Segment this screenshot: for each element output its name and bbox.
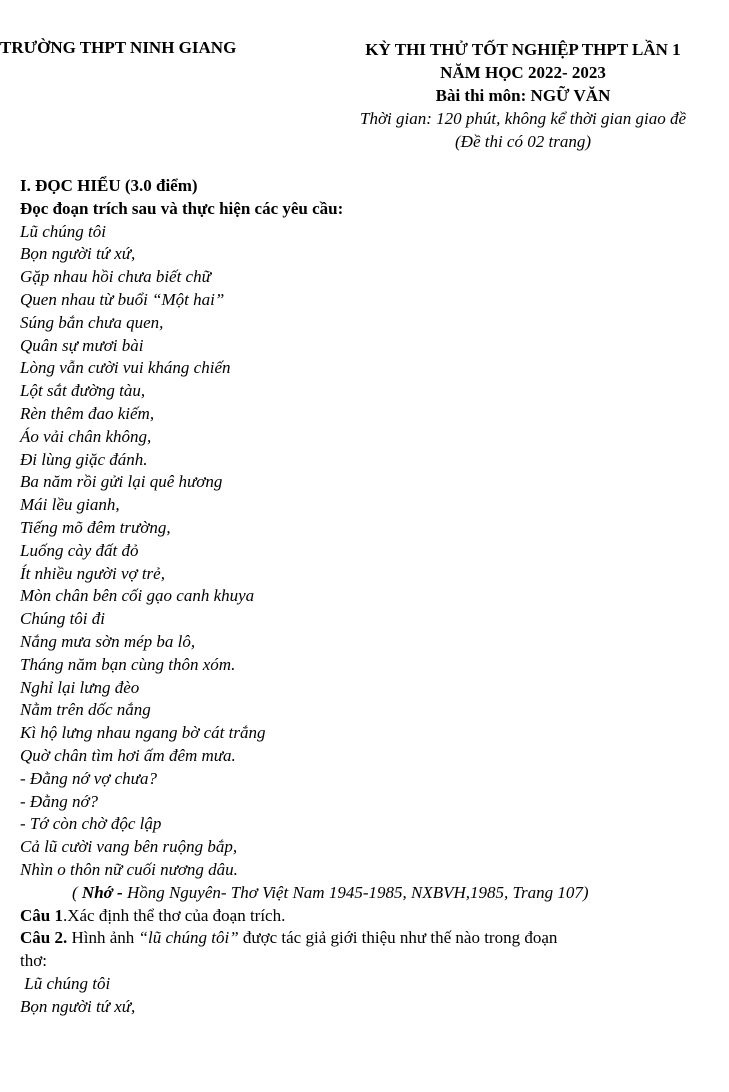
poem-line: Nắng mưa sờn mép ba lô,	[20, 631, 196, 651]
poem-line: - Đằng nớ vợ chưa?	[20, 768, 157, 788]
question-1-text: .Xác định thể thơ của đoạn trích.	[62, 905, 286, 925]
question-1-label: Câu 1	[20, 905, 63, 925]
section-instruction: Đọc đoạn trích sau và thực hiện các yêu cầu:	[20, 198, 344, 218]
question-1	[20, 905, 720, 928]
source-rest: Hồng Nguyên- Thơ Việt Nam 1945-1985, NXBVH,1985, Trang 107)	[122, 882, 589, 902]
poem-source	[20, 882, 720, 905]
poem-line: Đi lùng giặc đánh.	[20, 449, 148, 469]
question-2-text-a: Hình ảnh	[67, 928, 139, 948]
poem-line: Nằm trên dốc nắng	[20, 700, 151, 720]
poem-line: Lòng vẫn cười vui kháng chiến	[20, 358, 231, 378]
poem-line: Ba năm rồi gửi lại quê hương	[20, 472, 223, 492]
poem-line: Ít nhiều người vợ trẻ,	[20, 563, 165, 583]
poem-line: Quờ chân tìm hơi ấm đêm mưa.	[20, 745, 236, 765]
question-2-label: Câu 2.	[20, 928, 68, 948]
exam-header	[318, 38, 728, 153]
poem-line: Nghỉ lại lưng đèo	[20, 677, 140, 697]
school-name: TRƯỜNG THPT NINH GIANG	[0, 38, 237, 57]
document-body	[20, 175, 720, 1018]
poem-line: Tiếng mõ đêm trường,	[20, 517, 171, 537]
poem-line: Chúng tôi đi	[20, 609, 106, 629]
question-2	[20, 927, 720, 950]
source-title: Nhớ -	[81, 882, 123, 902]
poem-line: - Tớ còn chờ độc lập	[20, 814, 162, 834]
source-open: (	[72, 882, 82, 902]
exam-title: KỲ THI THỬ TỐT NGHIỆP THPT LẦN 1	[365, 40, 681, 59]
poem	[20, 221, 720, 882]
question-2-text-b: được tác giả giới thiệu như thế nào trong đoạn	[238, 928, 558, 948]
poem-line: Gặp nhau hồi chưa biết chữ	[20, 267, 211, 287]
poem-line: - Đằng nớ?	[20, 791, 99, 811]
poem-line: Quân sự mươi bài	[20, 335, 144, 355]
question-2-quote: “lũ chúng tôi”	[138, 928, 239, 948]
poem-line: Súng bắn chưa quen,	[20, 312, 164, 332]
poem-line: Kì hộ lưng nhau ngang bờ cát trắng	[20, 723, 266, 743]
section-title: I. ĐỌC HIỂU (3.0 điểm)	[20, 176, 198, 195]
poem-line: Lột sắt đường tàu,	[20, 381, 146, 401]
poem-line: Mòn chân bên cối gạo canh khuya	[20, 586, 255, 606]
poem-line: Cả lũ cười vang bên ruộng bắp,	[20, 837, 238, 857]
question-2-text-c: thơ:	[20, 951, 47, 971]
poem-line: Bọn người tứ xứ,	[20, 244, 136, 264]
poem-line: Luống cày đất đỏ	[20, 540, 139, 560]
poem-line: Lũ chúng tôi	[20, 221, 106, 241]
poem-line: Mái lều gianh,	[20, 495, 120, 515]
poem-line: Quen nhau từ buổi “Một hai”	[20, 289, 225, 309]
subject: Bài thi môn: NGỮ VĂN	[435, 86, 611, 105]
poem-line: Áo vải chân không,	[20, 426, 152, 446]
school-year: NĂM HỌC 2022- 2023	[440, 63, 606, 82]
exam-time: Thời gian: 120 phút, không kể thời gian giao đề	[359, 109, 686, 128]
question-2-line: Bọn người tứ xứ,	[20, 996, 136, 1016]
page-count: (Đề thi có 02 trang)	[455, 132, 591, 151]
poem-line: Nhìn o thôn nữ cuối nương dâu.	[20, 859, 238, 879]
poem-line: Tháng năm bạn cùng thôn xóm.	[20, 654, 236, 674]
poem-line: Rèn thêm đao kiếm,	[20, 403, 155, 423]
question-2-line: Lũ chúng tôi	[20, 973, 111, 993]
